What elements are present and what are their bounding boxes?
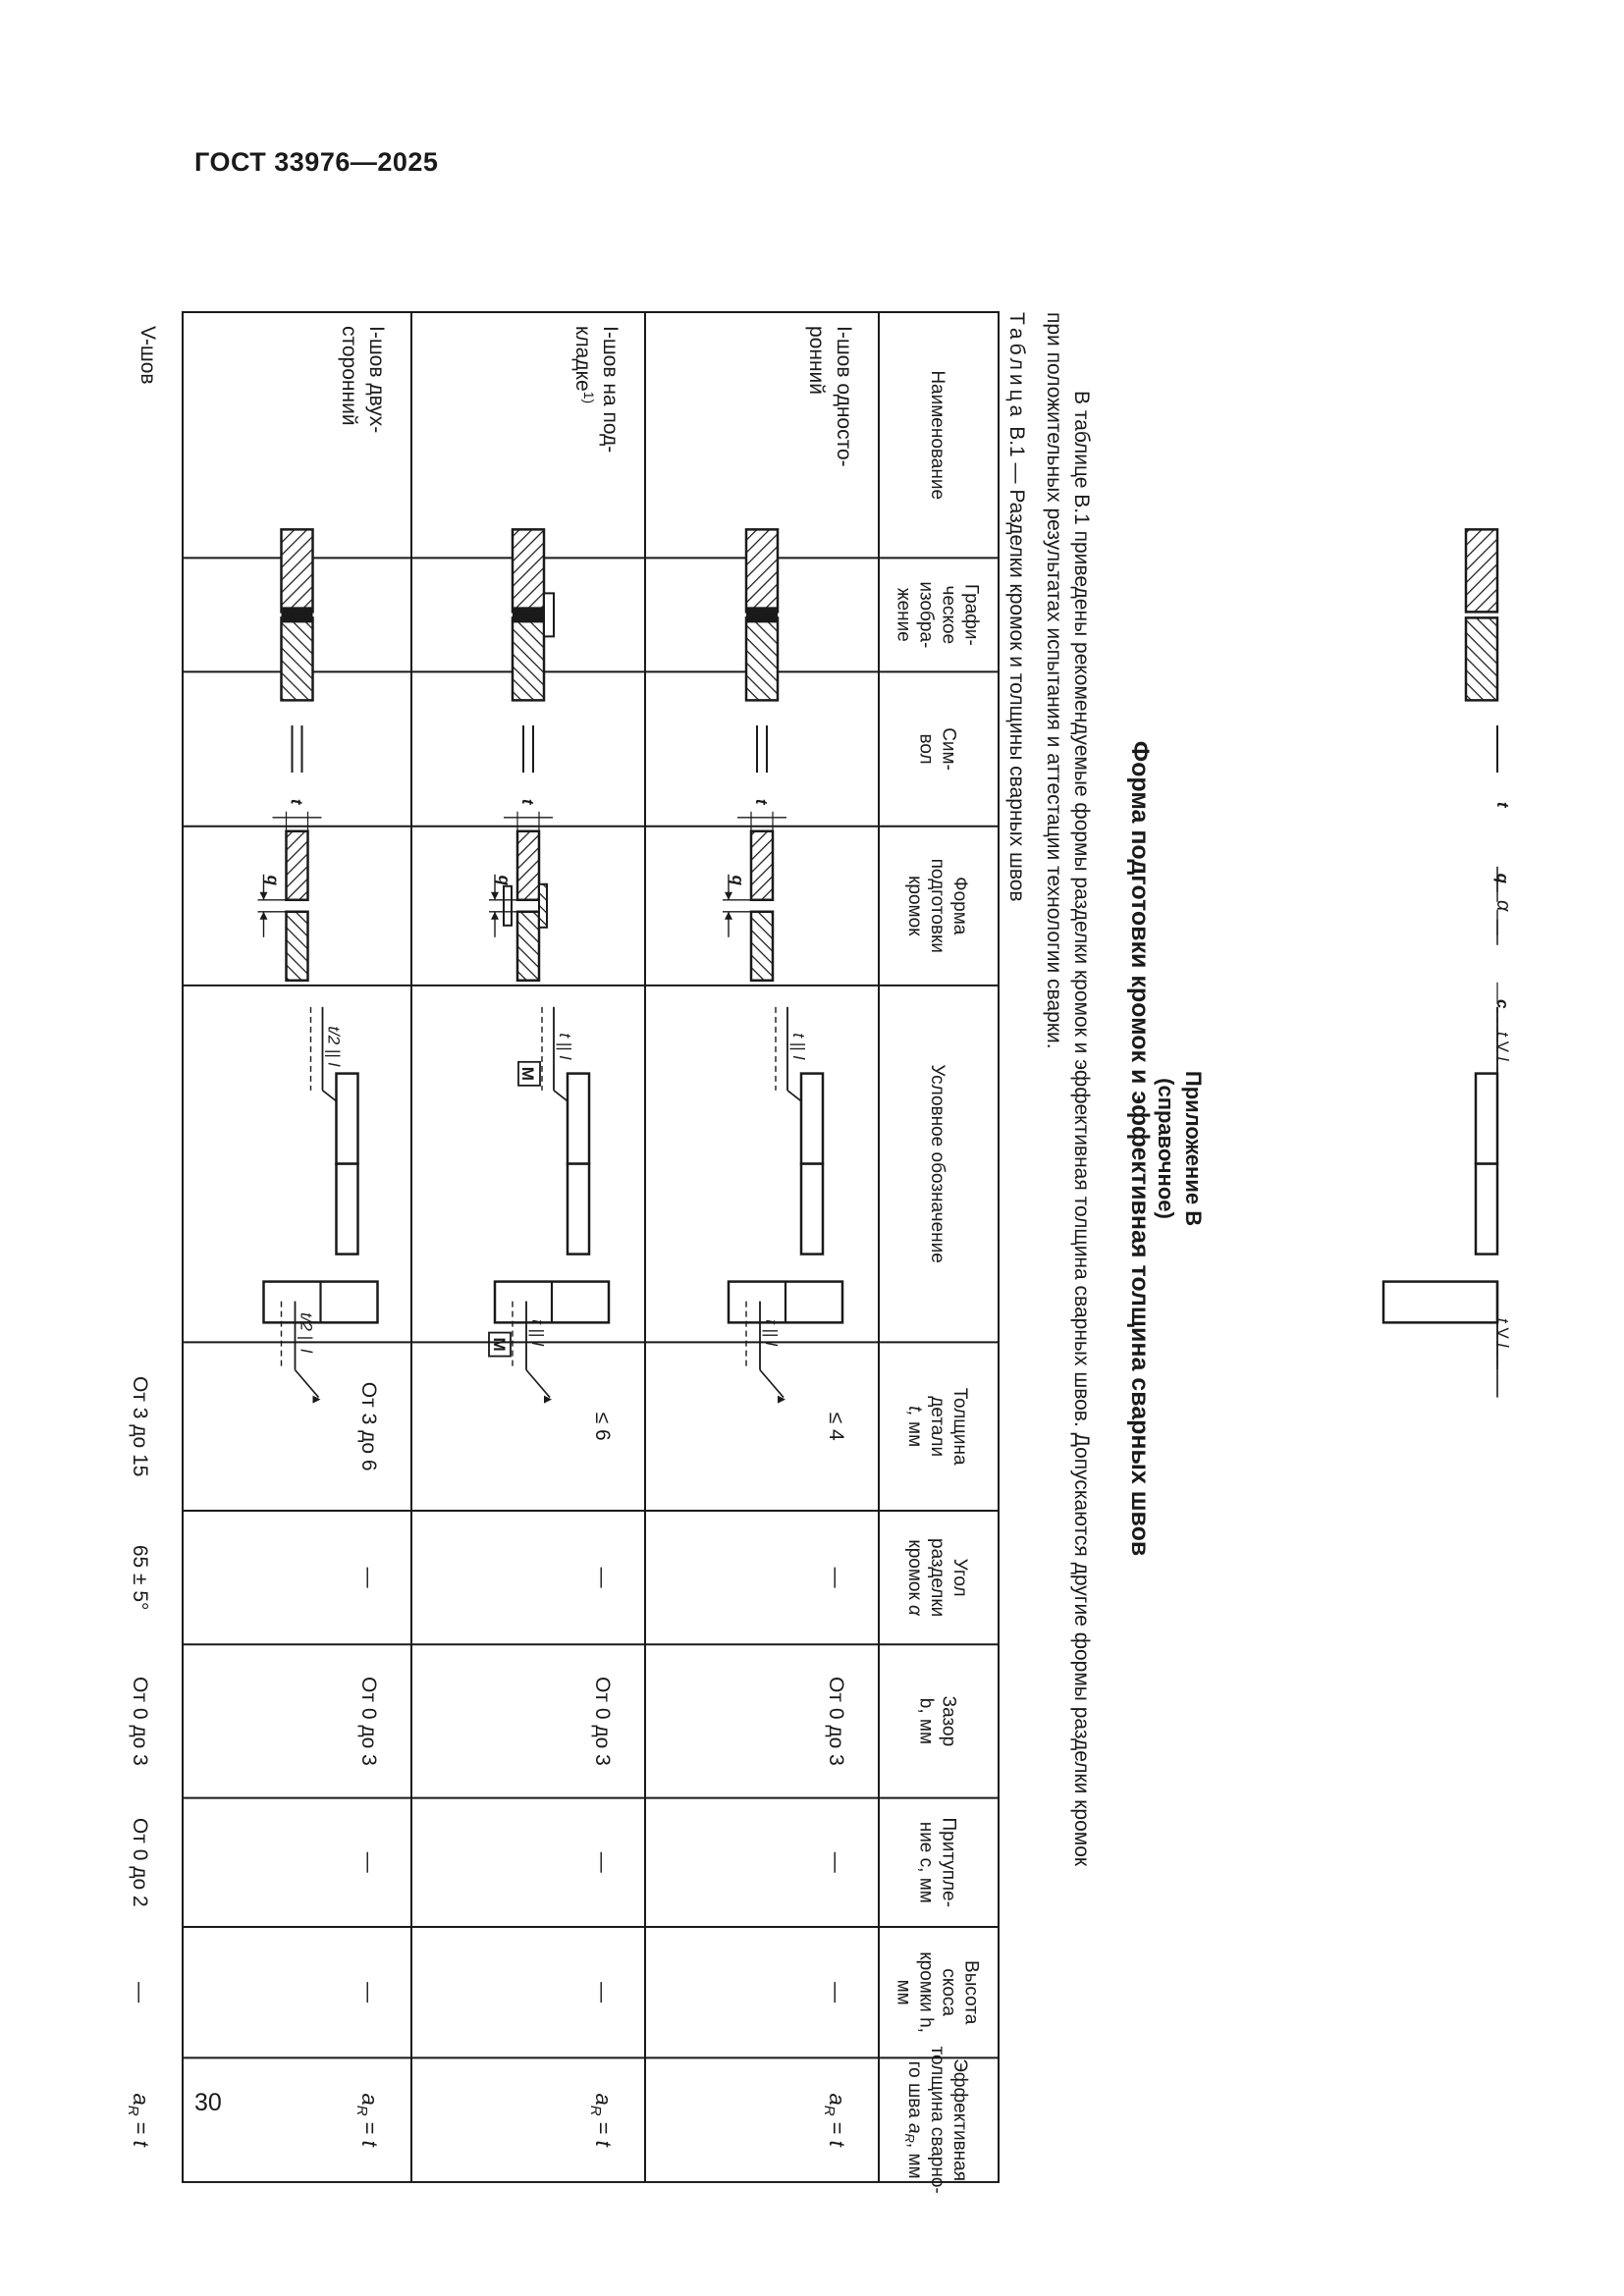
text-fragment: толщина — [927, 2046, 947, 2122]
text-fragment: l — [297, 1349, 316, 1354]
arrow-line — [760, 1370, 784, 1398]
effective-thickness-value — [821, 2093, 849, 2147]
weld-fill — [513, 607, 544, 622]
header-text — [961, 584, 982, 646]
var-subscript: R — [902, 2133, 917, 2143]
graphic-image — [1466, 529, 1497, 700]
table-row — [125, 326, 159, 2148]
header-text — [904, 1406, 925, 1447]
weld-designation-text — [762, 1319, 781, 1347]
angle-value: — — [825, 1567, 847, 1588]
text-fragment: обозначение — [927, 1151, 947, 1263]
header-text — [939, 1696, 959, 1746]
bevel-height-value: — — [357, 1982, 380, 2003]
gap-value: От 0 до 3 — [357, 1677, 380, 1766]
gap-value: От 0 до 3 — [591, 1677, 614, 1766]
text-fragment: 3 — [357, 1413, 380, 1425]
var-t: t — [591, 2140, 616, 2147]
plate — [1466, 529, 1497, 612]
text-fragment: t/2 — [297, 1312, 316, 1331]
weld-designation-text — [528, 1319, 547, 1347]
designation-drawing — [729, 1007, 842, 1404]
weld-symbol — [523, 725, 533, 773]
equals: = — [591, 2115, 616, 2141]
text-fragment: l — [324, 1062, 344, 1067]
thickness-value — [357, 1382, 380, 1471]
row-name — [571, 326, 597, 403]
text-fragment: Зазор — [938, 1695, 959, 1747]
plate — [287, 912, 308, 981]
text-fragment: От — [129, 1375, 151, 1402]
backing-strip-bottom — [504, 886, 512, 926]
graphic-image — [513, 529, 554, 700]
thickness-label: t — [752, 798, 771, 805]
row-name: V-шов — [136, 326, 159, 385]
gap-label: q — [263, 875, 283, 885]
root-face-label: c — [1493, 999, 1512, 1009]
equals: = — [357, 2115, 382, 2141]
text-fragment: мм — [904, 1421, 925, 1448]
arrow-line — [296, 1370, 319, 1398]
weld-designation-text — [325, 1026, 344, 1067]
plate-outline — [568, 1164, 589, 1255]
text-fragment: кромок — [904, 1539, 925, 1600]
text-fragment: подготовки — [927, 858, 947, 953]
header-text — [893, 588, 914, 642]
footnote-mark: 1) — [581, 391, 597, 404]
root-face-value: От 0 до 2 — [129, 1817, 151, 1907]
arrow-head — [725, 892, 732, 900]
text-fragment: t — [789, 1033, 808, 1039]
plate — [282, 529, 313, 612]
backing-strip — [544, 593, 554, 636]
backing-badge-label: M — [490, 1337, 509, 1352]
header-text — [949, 1559, 970, 1597]
header-text — [916, 581, 937, 648]
text-fragment: мм — [915, 1877, 937, 1903]
text-fragment: Притупле- — [938, 1817, 959, 1908]
var-a: a — [904, 2122, 925, 2134]
plate — [513, 617, 544, 700]
arrow-head — [491, 892, 499, 900]
header-cell — [904, 859, 970, 953]
var-a: a — [357, 2093, 382, 2106]
header-cell — [927, 1064, 947, 1262]
text-fragment: Высота — [960, 1960, 982, 2025]
header-cell — [916, 1696, 959, 1746]
text-fragment: вол — [915, 733, 937, 765]
header-text — [927, 1064, 947, 1262]
weld-fill — [746, 607, 778, 622]
text-fragment: ческое — [938, 585, 959, 645]
plate — [513, 529, 544, 612]
plate-outline — [1476, 1074, 1497, 1164]
row-name: I-шов на под- — [599, 326, 622, 454]
plate — [746, 617, 778, 700]
header-text — [939, 586, 959, 645]
weld-designation-text — [556, 1033, 574, 1060]
text-fragment: t — [762, 1319, 781, 1324]
gap-label: q — [495, 875, 514, 885]
plate — [751, 912, 773, 981]
bevel-height-value: — — [129, 1982, 151, 2003]
text-fragment: t — [556, 1033, 574, 1039]
page-number: 30 — [194, 2089, 222, 2116]
header-text — [939, 1818, 959, 1908]
var-subscript: R — [821, 2105, 838, 2116]
header-text — [902, 2061, 925, 2179]
annex-label: Приложение В — [1181, 1070, 1206, 1227]
header-text — [893, 1980, 914, 2005]
arrow-head — [725, 912, 732, 920]
plate — [517, 831, 539, 900]
text-fragment: Наименование — [927, 370, 947, 501]
weld-fill — [282, 607, 313, 622]
text-fragment: α — [904, 1605, 925, 1616]
text-fragment: t — [528, 1319, 547, 1324]
var-t: t — [825, 2140, 849, 2147]
gap-value: От 0 до 3 — [825, 1677, 847, 1766]
thickness-value — [129, 1376, 151, 1476]
plate-outline — [337, 1074, 358, 1164]
var-subscript: R — [587, 2105, 604, 2116]
header-text — [916, 733, 937, 764]
text-fragment: изобра- — [915, 581, 937, 649]
text-fragment: Условное — [927, 1064, 947, 1148]
angle-value: — — [357, 1567, 380, 1588]
var-a: a — [129, 2093, 153, 2106]
text-fragment: h, — [915, 2017, 937, 2033]
text-fragment: до — [129, 1424, 151, 1449]
text-fragment: 3 — [129, 1407, 151, 1419]
header-text — [939, 727, 959, 771]
text-fragment: || — [556, 1041, 574, 1051]
text-fragment: Толщина — [949, 1387, 970, 1466]
header-text — [949, 1388, 970, 1466]
angle-value: — — [591, 1567, 614, 1588]
weld-symbol — [293, 725, 302, 773]
plate-outline — [801, 1164, 823, 1255]
bevel-height-value: — — [591, 1982, 614, 2003]
text-fragment: t/2 — [324, 1026, 344, 1045]
text-fragment: ≤ — [825, 1412, 847, 1424]
equals: = — [129, 2115, 153, 2141]
text-fragment: скоса — [938, 1968, 959, 2016]
text-fragment: го шва — [904, 2060, 925, 2123]
var-subscript: R — [353, 2105, 370, 2116]
text-fragment: 6 — [357, 1459, 380, 1471]
text-fragment: b, — [915, 1697, 937, 1714]
text-fragment: кромок — [904, 876, 925, 936]
text-fragment: детали — [927, 1396, 947, 1458]
thickness-label: t — [1493, 801, 1512, 808]
text-fragment: || — [324, 1048, 344, 1058]
equals: = — [825, 2115, 849, 2141]
annex-title: Форма подготовки кромок и эффективная толщина сварных швов — [1126, 740, 1154, 1557]
plate — [282, 617, 313, 700]
text-fragment: || — [789, 1041, 808, 1051]
gap-label: q — [729, 875, 747, 885]
header-text — [916, 1822, 937, 1903]
text-fragment: Форма — [949, 877, 970, 935]
text-fragment: Графи- — [960, 583, 982, 646]
plate-outline — [1476, 1164, 1497, 1255]
weld-designation-text — [298, 1312, 316, 1354]
var-a: a — [825, 2093, 849, 2106]
text-fragment: Сим- — [938, 727, 959, 771]
designation-drawing — [264, 1007, 378, 1404]
header-text — [904, 876, 925, 936]
text-fragment: t — [1493, 1032, 1512, 1037]
arrow-head — [260, 912, 268, 920]
header-cell — [916, 1818, 959, 1908]
weld-designation-text — [1493, 1032, 1512, 1062]
intro-paragraph-line-2: при положительных результатах испытания и аттестации технологии сварки. — [1043, 312, 1065, 1049]
text-fragment: || — [762, 1328, 781, 1338]
gap-value: От 0 до 3 — [129, 1677, 151, 1766]
header-text — [916, 1698, 937, 1744]
row-name: I-шов односто- — [833, 326, 855, 467]
graphic-image — [282, 529, 313, 700]
edge-preparation-drawing — [1492, 802, 1514, 1009]
text-fragment: кладке — [571, 326, 594, 392]
thickness-value — [591, 1413, 614, 1441]
text-fragment: до — [357, 1430, 380, 1455]
text-fragment: t — [1493, 1317, 1512, 1323]
text-fragment: 4 — [825, 1429, 847, 1441]
text-fragment: || — [297, 1335, 316, 1345]
table-caption-text: В.1 — Разделки кромок и толщины сварных швов — [1005, 426, 1028, 902]
thickness-value — [825, 1413, 847, 1441]
effective-thickness-value — [353, 2093, 382, 2147]
weld-designation-text — [789, 1033, 808, 1060]
var-t: t — [129, 2140, 153, 2147]
text-fragment: t, — [904, 1406, 925, 1416]
thickness-label: t — [287, 798, 306, 805]
header-cell — [904, 1388, 970, 1466]
bevel-height-value: — — [825, 1982, 847, 2003]
thickness-label: t — [518, 798, 537, 805]
designation-drawing — [489, 1007, 609, 1404]
text-fragment: Эффективная — [949, 2058, 970, 2182]
header-cell — [927, 370, 947, 500]
row-name: сторонний — [338, 326, 360, 426]
arrow-line — [526, 1370, 550, 1398]
header-cell — [904, 1538, 970, 1617]
root-face-value: — — [357, 1851, 380, 1873]
header-text — [927, 1538, 947, 1617]
plate — [517, 912, 539, 981]
text-fragment: 6 — [591, 1429, 614, 1441]
text-fragment: От — [357, 1381, 380, 1408]
weld-symbol — [757, 725, 767, 773]
root-face-value: — — [591, 1851, 614, 1873]
backing-badge-label: M — [518, 1066, 537, 1081]
var-a: a — [591, 2093, 616, 2106]
graphic-image — [746, 529, 778, 700]
text-fragment: V — [1493, 1041, 1512, 1052]
header-text — [927, 1396, 947, 1457]
angle-value: 65 ± 5° — [129, 1544, 151, 1611]
text-fragment: ние — [915, 1821, 937, 1853]
document-code: ГОСТ 33976—2025 — [194, 147, 439, 177]
header-cell — [893, 1951, 982, 2033]
effective-thickness-value — [125, 2093, 153, 2147]
angle-label: α — [1492, 900, 1514, 912]
plate-outline — [568, 1074, 589, 1164]
text-fragment: Угол — [949, 1558, 970, 1597]
arrow-head — [260, 892, 268, 900]
text-fragment: , мм — [904, 2142, 925, 2179]
var-subscript: R — [125, 2105, 141, 2116]
text-fragment: c, — [915, 1857, 937, 1873]
backing-strip — [539, 884, 547, 928]
arrow-head — [544, 1396, 552, 1404]
text-fragment: мм — [915, 1718, 937, 1745]
header-text — [927, 859, 947, 953]
annex-status: (справочное) — [1154, 1078, 1178, 1219]
text-fragment: разделки — [927, 1538, 947, 1618]
text-fragment: || — [528, 1328, 547, 1338]
weld-designation-text — [1493, 1318, 1512, 1349]
arrow-head — [778, 1396, 785, 1404]
root-face-value: — — [825, 1851, 847, 1873]
header-text — [916, 1951, 937, 2033]
header-cell — [893, 581, 982, 648]
plate-outline — [801, 1074, 823, 1164]
text-fragment: l — [528, 1342, 547, 1346]
text-fragment: сварно- — [927, 2126, 947, 2194]
text-fragment: мм — [893, 1979, 914, 2005]
header-text — [904, 1539, 925, 1617]
header-text — [949, 877, 970, 935]
header-cell — [902, 2047, 970, 2194]
arrow-head — [313, 1396, 321, 1404]
header-text — [927, 370, 947, 500]
text-fragment: l — [1493, 1056, 1512, 1061]
effective-thickness-value — [587, 2093, 616, 2147]
plate — [1466, 617, 1497, 700]
text-fragment: кромки — [915, 1951, 937, 2012]
header-text — [927, 2047, 947, 2194]
plate — [287, 831, 308, 900]
text-fragment: l — [789, 1055, 808, 1060]
table-caption-word: Таблица — [1005, 312, 1028, 421]
intro-paragraph-line-1: В таблице В.1 приведены рекомендуемые формы разделки кромок и эффективная толщина сварных швов. Допускаются другие формы разделки кромок — [1070, 391, 1093, 1867]
text-fragment: V — [1493, 1327, 1512, 1339]
header-text — [939, 1968, 959, 2016]
header-cell — [916, 727, 959, 771]
text-fragment: ≤ — [591, 1412, 614, 1424]
designation-drawing — [1383, 1007, 1512, 1398]
arrow-head — [491, 912, 499, 920]
text-fragment: l — [762, 1342, 781, 1346]
header-text — [949, 2058, 970, 2181]
var-t: t — [357, 2140, 382, 2147]
header-text — [961, 1960, 982, 2025]
section-box — [1383, 1282, 1497, 1323]
plate — [751, 831, 773, 900]
text-fragment: l — [1493, 1343, 1512, 1348]
plate — [746, 529, 778, 612]
row-name: ронний — [805, 326, 828, 396]
plate-outline — [337, 1164, 358, 1255]
text-fragment: жение — [893, 587, 914, 642]
gap-label: q — [1493, 873, 1512, 883]
text-fragment: l — [556, 1055, 574, 1060]
text-fragment: 15 — [129, 1454, 151, 1477]
row-name: I-шов двух- — [365, 326, 388, 434]
